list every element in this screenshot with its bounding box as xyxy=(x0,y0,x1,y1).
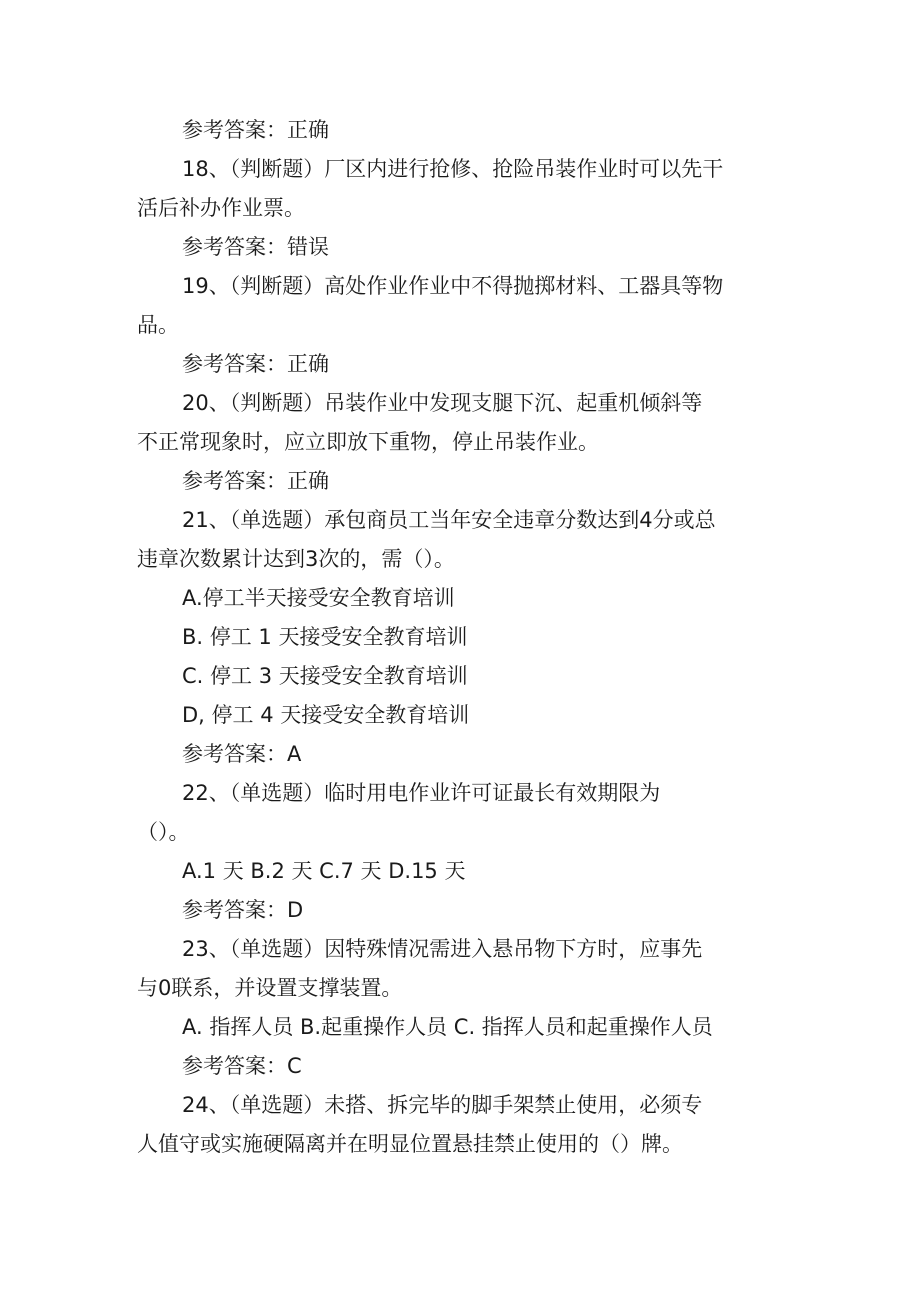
question-23-options: A. 指挥人员 B.起重操作人员 C. 指挥人员和起重操作人员 xyxy=(182,1015,713,1039)
question-18-line-2: 活后补办作业票。 xyxy=(137,196,305,220)
question-20-line-2: 不正常现象时，应立即放下重物，停止吊装作业。 xyxy=(137,430,599,454)
question-22-line-1: 22、（单选题）临时用电作业许可证最长有效期限为 xyxy=(182,781,661,805)
question-24-line-2: 人值守或实施硬隔离并在明显位置悬挂禁止使用的（）牌。 xyxy=(137,1132,683,1156)
question-19-line-1: 19、（判断题）高处作业作业中不得抛掷材料、工器具等物 xyxy=(182,274,724,298)
question-21-option-d: D, 停工 4 天接受安全教育培训 xyxy=(182,703,470,727)
answer-23: 参考答案：C xyxy=(182,1054,302,1078)
answer-19: 参考答案：正确 xyxy=(182,352,329,376)
question-24-line-1: 24、（单选题）未搭、拆完毕的脚手架禁止使用，必须专 xyxy=(182,1093,703,1117)
answer-18: 参考答案：错误 xyxy=(182,235,329,259)
question-21-line-2: 违章次数累计达到3次的，需（）。 xyxy=(137,547,455,571)
question-23-line-1: 23、（单选题）因特殊情况需进入悬吊物下方时，应事先 xyxy=(182,937,703,961)
answer-line: 参考答案：正确 xyxy=(182,118,329,142)
answer-22: 参考答案：D xyxy=(182,898,304,922)
question-20-line-1: 20、（判断题）吊装作业中发现支腿下沉、起重机倾斜等 xyxy=(182,391,703,415)
question-21-option-a: A.停工半天接受安全教育培训 xyxy=(182,586,455,610)
answer-20: 参考答案：正确 xyxy=(182,469,329,493)
question-23-line-2: 与0联系，并设置支撑装置。 xyxy=(137,976,403,1000)
document-body xyxy=(137,111,785,1164)
question-22-line-2: （）。 xyxy=(137,820,190,844)
question-19-line-2: 品。 xyxy=(137,313,179,337)
question-18-line-1: 18、（判断题）厂区内进行抢修、抢险吊装作业时可以先干 xyxy=(182,157,724,181)
question-21-option-b: B. 停工 1 天接受安全教育培训 xyxy=(182,625,468,649)
question-22-options: A.1 天 B.2 天 C.7 天 D.15 天 xyxy=(182,859,466,883)
question-21-line-1: 21、（单选题）承包商员工当年安全违章分数达到4分或总 xyxy=(182,508,716,532)
answer-21: 参考答案：A xyxy=(182,742,302,766)
question-21-option-c: C. 停工 3 天接受安全教育培训 xyxy=(182,664,468,688)
